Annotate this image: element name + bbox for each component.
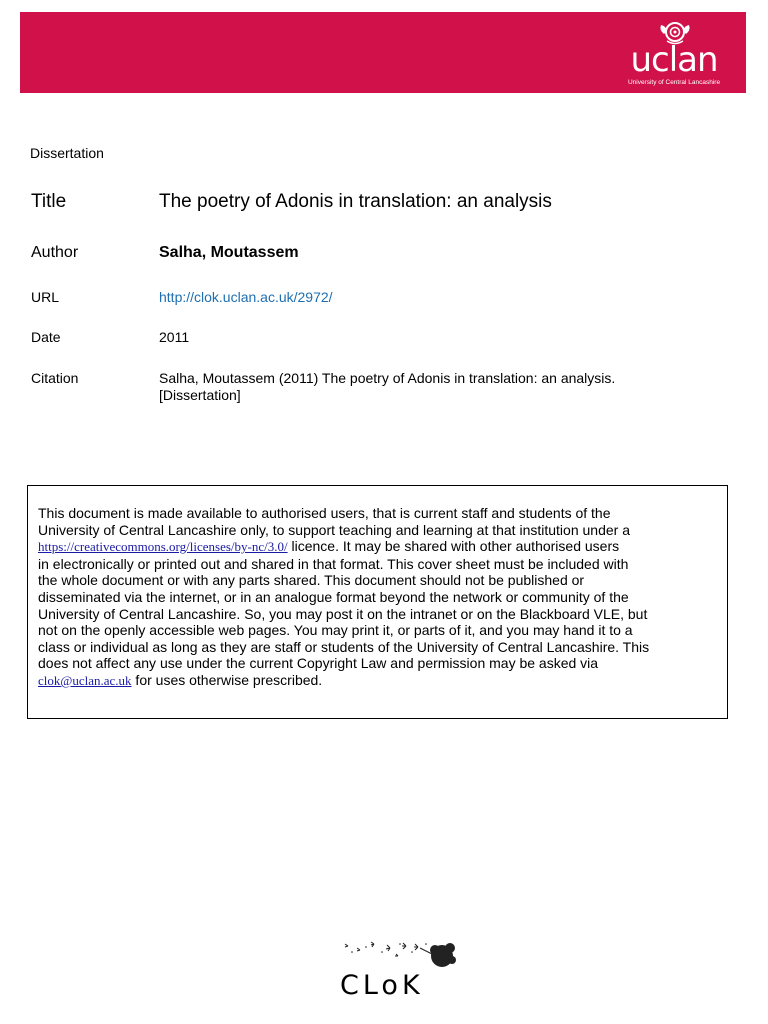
notice-line: does not affect any use under the current Copyright Law and permission may be asked via: [38, 655, 599, 672]
clok-logo: [340, 938, 466, 1004]
url-label: URL: [31, 289, 60, 305]
clok-wordmark: CLoK: [340, 970, 424, 1001]
license-link[interactable]: https://creativecommons.org/licenses/by-nc/3.0/: [38, 539, 288, 555]
notice-line: class or individual as long as they are staff or students of the University of Central Lancashire. This: [38, 638, 650, 655]
citation-label: Citation: [31, 370, 79, 386]
date-value: 2011: [159, 329, 190, 345]
date-label: Date: [31, 329, 61, 345]
uclan-subtitle: University of Central Lancashire: [627, 79, 721, 86]
uclan-logo[interactable]: [624, 20, 724, 92]
notice-line: not on the openly accessible web pages. You may print it, or parts of it, and you may hand it to a: [38, 622, 633, 639]
title-label: Title: [31, 191, 67, 212]
author-value: Salha, Moutassem: [159, 244, 299, 261]
license-notice: [27, 485, 728, 719]
title-value: The poetry of Adonis in translation: an analysis: [159, 191, 552, 212]
header-banner: [20, 12, 746, 93]
uclan-wordmark: uclan: [630, 40, 718, 80]
notice-line: in electronically or printed out and shared in that format. This cover sheet must be included with: [38, 555, 629, 572]
citation-value: [159, 370, 699, 404]
email-link[interactable]: clok@uclan.ac.uk: [38, 672, 132, 688]
notice-line: This document is made available to authorised users, that is current staff and students of the: [38, 505, 611, 521]
dandelion-icon: [340, 938, 466, 972]
notice-text-span: licence. It may be shared with other authorised users: [287, 538, 620, 555]
notice-line: disseminated via the internet, or in an analogue format beyond the network or community of the: [38, 588, 629, 605]
notice-line: [38, 672, 722, 690]
notice-line: [38, 538, 722, 556]
citation-line: Salha, Moutassem (2011) The poetry of Adonis in translation: an analysis.: [159, 370, 616, 386]
notice-line: University of Central Lancashire. So, you may post it on the intranet or on the Blackboard VLE, but: [38, 605, 648, 622]
notice-text-span: for uses otherwise prescribed.: [131, 671, 323, 688]
author-label: Author: [31, 244, 79, 261]
notice-line: the whole document or with any parts shared. This document should not be published or: [38, 572, 585, 589]
url-link[interactable]: http://clok.uclan.ac.uk/2972/: [159, 289, 333, 305]
notice-text: [38, 505, 722, 690]
citation-line: [Dissertation]: [159, 387, 241, 403]
document-type: Dissertation: [30, 145, 104, 161]
notice-line: University of Central Lancashire only, to support teaching and learning at that institution under a: [38, 521, 630, 538]
